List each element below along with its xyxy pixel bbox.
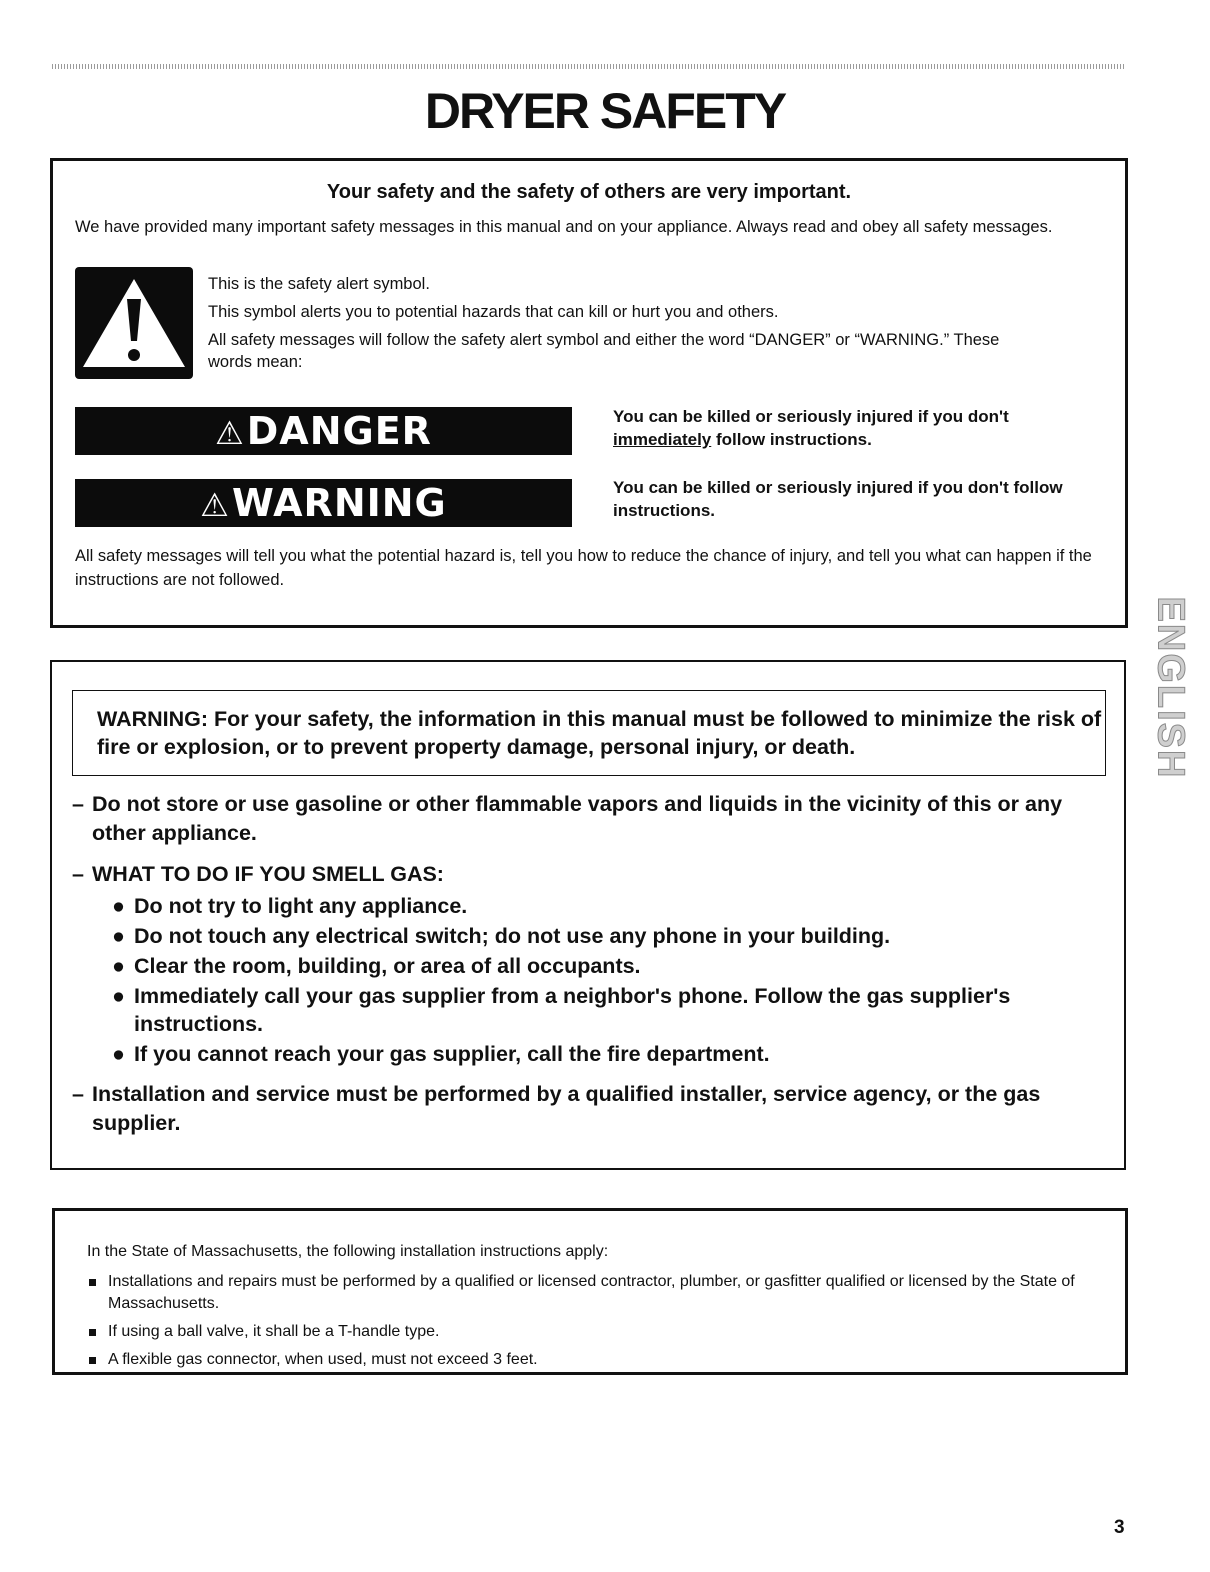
page-title: DRYER SAFETY [424,83,786,139]
alert-line: All safety messages will follow the safety alert symbol and either the word “DANGER” or “WARNING.” These words mean: [208,331,1000,371]
dash-marker: – [72,792,84,816]
sub-item-text: Immediately call your gas supplier from a neighbor's phone. Follow the gas supplier's instructions. [134,984,1011,1036]
warning-signal-bar [75,479,572,527]
language-tab-label: ENGLISH [1149,596,1192,779]
sub-item-text: Clear the room, building, or area of all occupants. [134,954,641,978]
alert-line: This symbol alerts you to potential hazards that can kill or hurt you and others. [208,303,779,321]
danger-def-text: follow instructions. [716,430,872,449]
sub-list-item [92,982,1112,1038]
list-item-text: Do not store or use gasoline or other flammable vapors and liquids in the vicinity of this or any other appliance. [92,792,1063,845]
bullet-icon: ● [112,984,125,1008]
square-bullet-icon [89,1357,96,1364]
sub-list-item [92,1040,1112,1068]
dash-marker: – [72,862,84,886]
sub-list-item [92,952,1112,980]
list-item [72,860,1112,1068]
danger-def-text: You can be killed or seriously injured if you don't [613,407,1009,426]
warning-label: WARNING [231,481,447,525]
sub-item-text: Do not touch any electrical switch; do not use any phone in your building. [134,924,891,948]
sub-list-item [92,922,1112,950]
alert-explanation [208,273,1008,379]
safety-footer: All safety messages will tell you what the potential hazard is, tell you how to reduce the chance of injury, and tell you what can happen if the instructions are not followed. [75,547,1092,589]
warning-triangle-icon: ⚠ [215,414,245,452]
smell-gas-steps [92,892,1112,1068]
danger-signal-bar [75,407,572,455]
sub-item-text: Do not try to light any appliance. [134,894,468,918]
list-item [87,1349,1102,1371]
list-item [72,790,1112,848]
massachusetts-box [52,1208,1128,1375]
square-bullet-icon [89,1279,96,1286]
danger-def-emphasis: immediately [613,430,712,449]
bullet-icon: ● [112,924,125,948]
gas-instructions [72,790,1112,1150]
page-number: 3 [1114,1517,1125,1538]
list-item [87,1321,1102,1343]
bullet-icon: ● [112,894,125,918]
list-item-text: WHAT TO DO IF YOU SMELL GAS: [92,862,444,886]
dash-marker: – [72,1082,84,1106]
square-bullet-icon [89,1329,96,1336]
danger-label: DANGER [246,409,432,453]
bullet-icon: ● [112,954,125,978]
safety-heading: Your safety and the safety of others are very important. [326,181,852,203]
massachusetts-intro: In the State of Massachusetts, the following installation instructions apply: [87,1243,609,1260]
list-item [87,1271,1102,1315]
bullet-icon: ● [112,1042,125,1066]
list-item-text: If using a ball valve, it shall be a T-handle type. [108,1323,440,1340]
sub-list-item [92,892,1112,920]
warning-definition: You can be killed or seriously injured if you don't follow instructions. [613,478,1063,520]
gas-warning-statement: WARNING: For your safety, the information in this manual must be followed to minimize the risk of fire or explosion, or to prevent property damage, personal injury, or death. [72,690,1106,776]
list-item-text: A flexible gas connector, when used, must not exceed 3 feet. [108,1351,538,1368]
list-item-text: Installations and repairs must be performed by a qualified or licensed contractor, plumber, or gasfitter qualified or licensed by the State of Massachusetts. [108,1273,1075,1312]
danger-definition [613,405,1103,451]
sub-item-text: If you cannot reach your gas supplier, call the fire department. [134,1042,770,1066]
language-side-tab [1149,560,1192,815]
list-item-text: Installation and service must be performed by a qualified installer, service agency, or the gas supplier. [92,1082,1041,1135]
top-rule [52,64,1126,69]
safety-intro: We have provided many important safety messages in this manual and on your appliance. Always read and obey all safety messages. [75,218,1053,236]
massachusetts-list [87,1271,1102,1377]
safety-alert-icon [75,267,193,379]
list-item [72,1080,1112,1138]
warning-triangle-icon: ⚠ [200,486,230,524]
gas-warning-box [50,660,1126,1170]
safety-intro-box [50,158,1128,628]
alert-line: This is the safety alert symbol. [208,275,430,293]
